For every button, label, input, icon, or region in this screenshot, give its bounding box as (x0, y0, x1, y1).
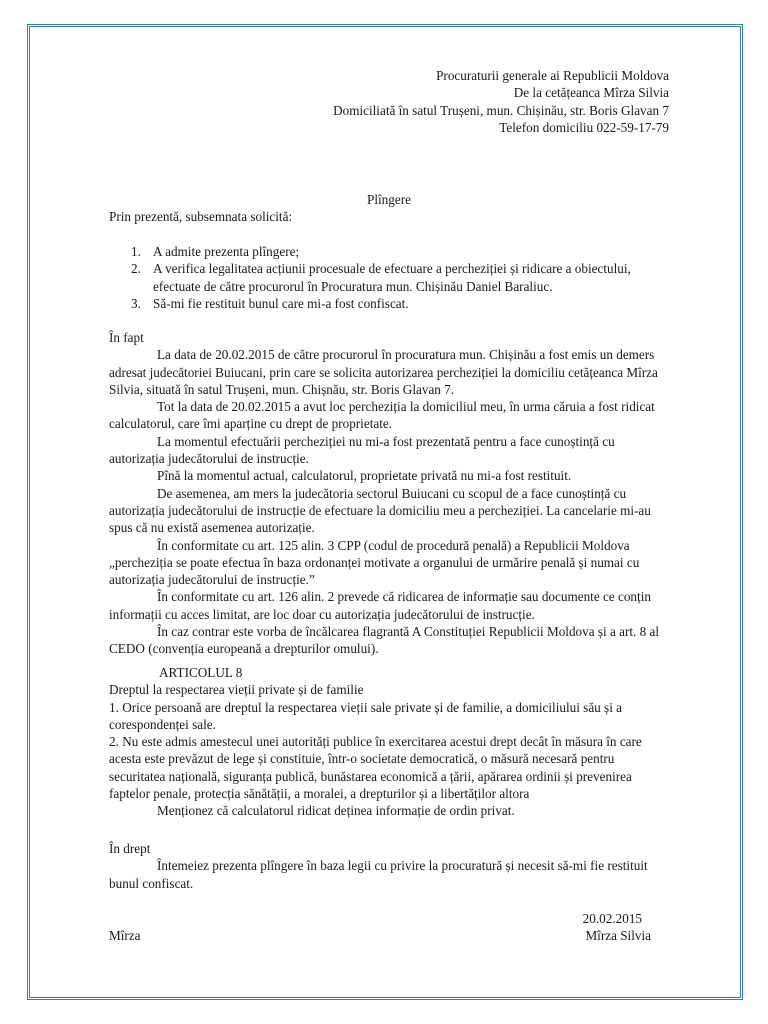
article-section (109, 664, 669, 820)
law-paragraph: Întemeiez prezenta plîngere în baza legii cu privire la procuratură și necesit să-mi fie restituit bunul confiscat. (109, 858, 648, 891)
facts-paragraph: La data de 20.02.2015 de către procurorul în procuratura mun. Chișinău a fost emis un demers adresat judecătoriei Buiucani, prin care se solicita autorizarea percheziției la domiciliu cetățeanca Mîrza Silvia, situată în satul Trușeni, mun. Chișnău, str. Boris Glavan 7. (109, 347, 658, 397)
list-item (109, 260, 669, 295)
addressee-header (109, 67, 669, 136)
intro-text: Prin prezentă, subsemnata solicită: (109, 209, 293, 224)
signature-mark: Mîrza (109, 928, 141, 944)
facts-paragraph: De asemenea, am mers la judecătoria sectorul Buiucani cu scopul de a face cunoștință cu autorizația judecătorului de instrucție de efectuare la domiciliu meu a percheziției. La cancelarie mi-au spus că nu există asemenea autorizație. (109, 485, 651, 536)
signature-row (109, 927, 669, 944)
list-item-text: A admite prezenta plîngere; (153, 244, 300, 259)
facts-paragraph: În conformitate cu art. 125 alin. 3 CPP (codul de procedură penală) a Republicii Moldova „percheziția se poate efectua în baza ordonanței motivate a organului de urmărire penală și numai cu autorizația judecătorului de instrucție.” (109, 537, 640, 588)
article-point: 2. Nu este admis amestecul unei autorități publice în exercitarea acestui drept decât în măsura în care acesta este prevăzut de lege și constituie, într-o societate democratică, o măsură necesară pentru securitatea națională, siguranța publică, bunăstarea economică a țării, apărarea ordinii și prevenirea faptelor penale, protecția sănătății, a moralei, a drepturilor și a libertăților altora (109, 734, 642, 802)
article-heading: ARTICOLUL 8 (159, 665, 243, 680)
header-phone: Telefon domiciliu 022-59-17-79 (499, 119, 669, 135)
header-address: Domiciliată în satul Trușeni, mun. Chișinău, str. Boris Glavan 7 (333, 102, 669, 118)
list-item-number: 1. (131, 244, 141, 259)
law-heading: În drept (109, 841, 151, 856)
document-title: Plîngere (367, 192, 411, 207)
header-sender: De la cetățeanca Mîrza Silvia (513, 85, 669, 101)
signature-date: 20.02.2015 (582, 911, 642, 926)
facts-paragraph: În conformitate cu art. 126 alin. 2 prevede că ridicarea de informație sau documente ce conțin informații cu acces limitat, are loc doar cu autorizația judecătorului de instrucție. (109, 589, 651, 622)
article-note: Menționez că calculatorul ridicat deținea informație de ordin privat. (157, 803, 515, 819)
facts-paragraph: Pînă la momentul actual, calculatorul, proprietate privată nu mi-a fost restituit. (157, 468, 572, 484)
facts-paragraph: La momentul efectuării percheziției nu mi-a fost prezentată pentru a face cunoștință cu autorizația judecătorului de instrucție. (109, 433, 615, 467)
list-item (109, 295, 669, 312)
list-item (109, 243, 669, 260)
facts-paragraph: Tot la data de 20.02.2015 a avut loc percheziția la domiciliul meu, în urma căruia a fost ridicat calculatorul, care îmi aparține cu drept de proprietate. (109, 399, 655, 432)
header-recipient: Procuraturii generale ai Republicii Moldova (436, 68, 669, 83)
article-point: 1. Orice persoană are dreptul la respectarea vieții sale private și de familie, a domiciliului său și a corespondenței sale. (109, 699, 623, 732)
law-section (109, 840, 669, 892)
facts-heading: În fapt (109, 330, 144, 345)
requests-list (109, 243, 669, 312)
article-subheading: Dreptul la respectarea vieții private și de familie (109, 682, 364, 698)
list-item-number: 3. (131, 295, 141, 311)
facts-paragraph: În caz contrar este vorba de încălcarea flagrantă A Constituției Republicii Moldova și a art. 8 al CEDO (convenția europeană a drepturilor omului). (109, 624, 660, 657)
signature-block (109, 910, 669, 945)
list-item-number: 2. (131, 261, 141, 277)
list-item-text: A verifica legalitatea acțiunii procesuale de efectuare a percheziției și ridicare a obiectului, efectuate de către procurorul în Procuratura mun. Chișinău Daniel Baraliuc. (153, 261, 631, 294)
list-item-text: Să-mi fie restituit bunul care mi-a fost confiscat. (153, 295, 409, 311)
signature-name: Mîrza Silvia (585, 928, 651, 944)
facts-section (109, 329, 669, 658)
